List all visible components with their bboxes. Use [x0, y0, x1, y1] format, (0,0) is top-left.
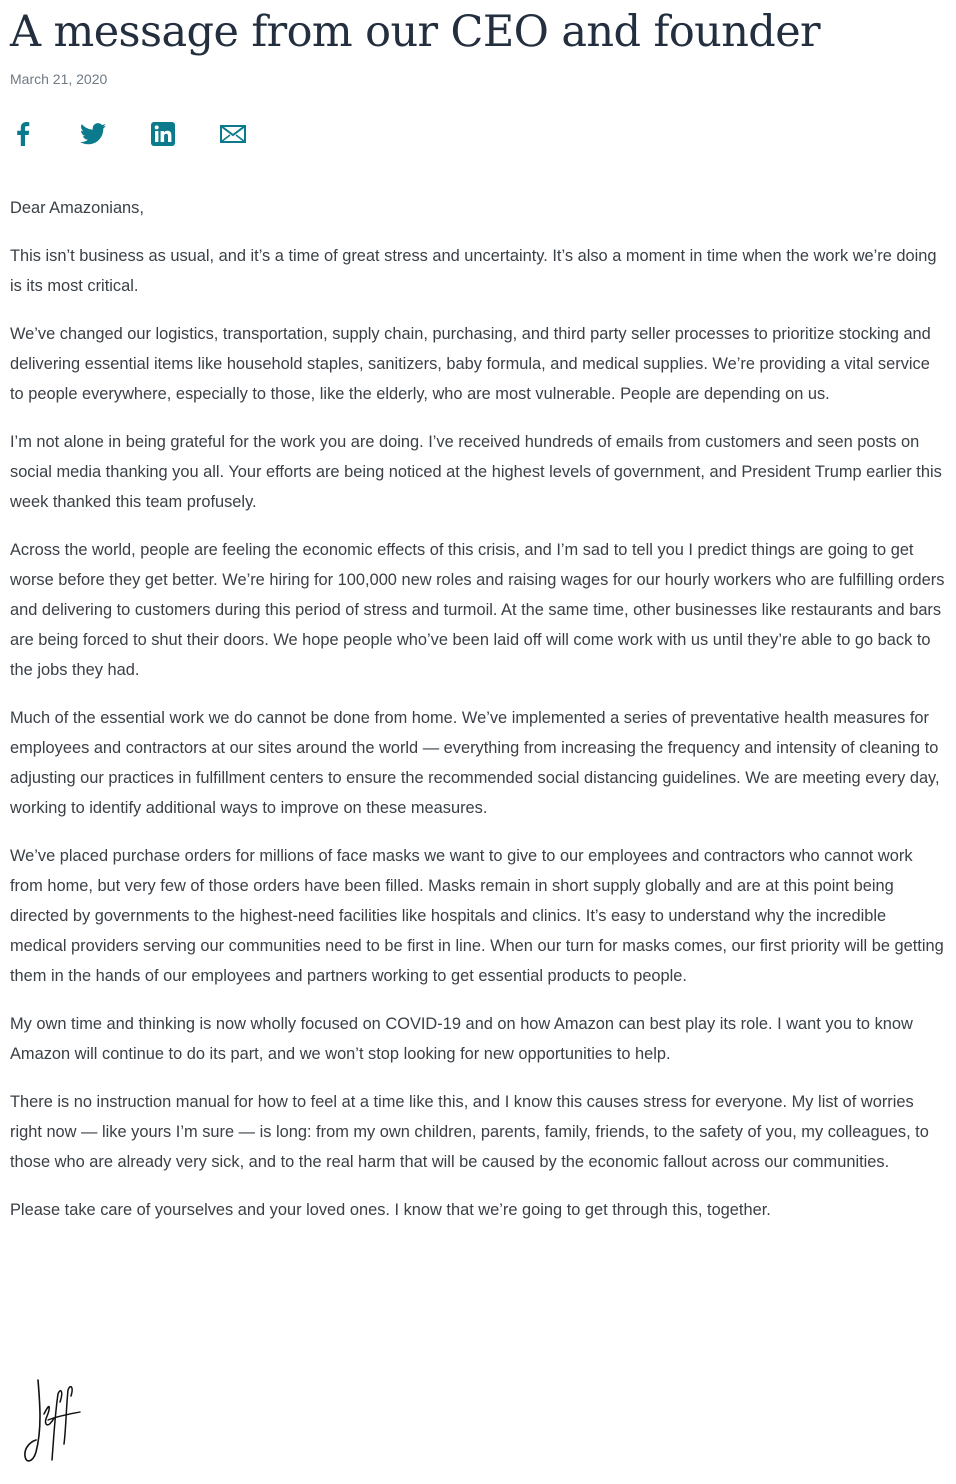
page-title: A message from our CEO and founder — [10, 7, 821, 57]
signature-image — [22, 1374, 82, 1466]
facebook-icon — [16, 122, 30, 146]
share-linkedin-button[interactable] — [150, 121, 176, 147]
article — [10, 0, 946, 1243]
share-twitter-button[interactable] — [80, 121, 106, 147]
paragraph: Dear Amazonians, — [10, 199, 144, 217]
paragraph: We’ve placed purchase orders for millions of face masks we want to give to our employees and contractors who cannot work from home, but very few of those orders have been filled. Masks remain in short supply globally and are at this point being directed by governments to the highest-need facilities like hospitals and clinics. It’s easy to understand why the incredible medical providers serving our communities need to be first in line. When our turn for masks comes, our first priority will be getting them in the hands of our employees and partners working to get essential products to people. — [10, 847, 944, 985]
paragraph: Please take care of yourselves and your loved ones. I know that we’re going to get through this, together. — [10, 1201, 771, 1219]
paragraph: Much of the essential work we do cannot be done from home. We’ve implemented a series of preventative health measures for employees and contractors at our sites around the world — everything from increasing the frequency and intensity of cleaning to adjusting our practices in fulfillment centers to ensure the recommended social distancing guidelines. We are meeting every day, working to identify additional ways to improve on these measures. — [10, 709, 940, 817]
share-bar — [10, 121, 946, 147]
twitter-icon — [80, 122, 106, 146]
paragraph: This isn’t business as usual, and it’s a time of great stress and uncertainty. It’s also a moment in time when the work we’re doing is its most critical. — [10, 247, 937, 295]
letter-body — [10, 193, 946, 1225]
paragraph: I’m not alone in being grateful for the work you are doing. I’ve received hundreds of emails from customers and seen posts on social media thanking you all. Your efforts are being noticed at the highest levels of government, and President Trump earlier this week thanked this team profusely. — [10, 433, 942, 511]
linkedin-icon — [151, 122, 175, 146]
share-facebook-button[interactable] — [10, 121, 36, 147]
publish-date: March 21, 2020 — [10, 71, 108, 87]
paragraph: Across the world, people are feeling the economic effects of this crisis, and I’m sad to tell you I predict things are going to get worse before they get better. We’re hiring for 100,000 new roles and raising wages for our hourly workers who are fulfilling orders and delivering to customers during this period of stress and turmoil. At the same time, other businesses like restaurants and bars are being forced to shut their doors. We hope people who’ve been laid off will come work with us until they’re able to go back to the jobs they had. — [10, 541, 945, 679]
email-icon — [220, 125, 246, 143]
paragraph: We’ve changed our logistics, transportation, supply chain, purchasing, and third party seller processes to prioritize stocking and delivering essential items like household staples, sanitizers, baby formula, and medical supplies. We’re providing a vital service to people everywhere, especially to those, like the elderly, who are most vulnerable. People are depending on us. — [10, 325, 931, 403]
paragraph: There is no instruction manual for how to feel at a time like this, and I know this causes stress for everyone. My list of worries right now — like yours I’m sure — is long: from my own children, parents, family, friends, to the safety of you, my colleagues, to those who are already very sick, and to the real harm that will be caused by the economic fallout across our communities. — [10, 1093, 929, 1171]
paragraph: My own time and thinking is now wholly focused on COVID-19 and on how Amazon can best play its role. I want you to know Amazon will continue to do its part, and we won’t stop looking for new opportunities to help. — [10, 1015, 913, 1063]
share-email-button[interactable] — [220, 121, 246, 147]
